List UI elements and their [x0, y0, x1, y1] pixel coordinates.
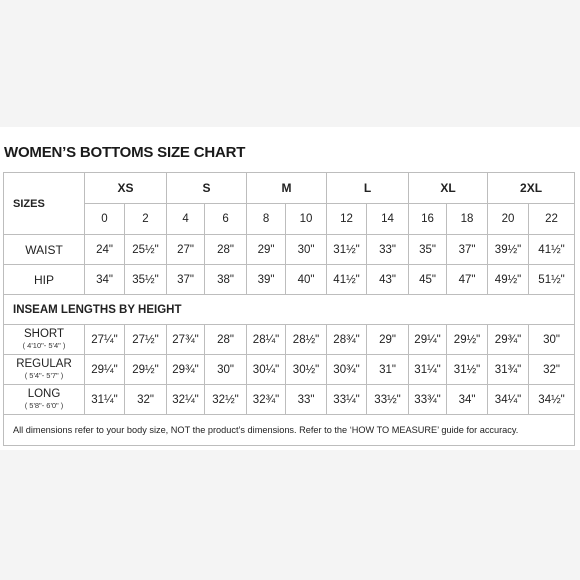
size-number: 22 — [529, 204, 575, 235]
height-name: REGULAR — [16, 357, 72, 370]
size-group-l: L — [327, 173, 409, 204]
inseam-long-row — [4, 385, 575, 415]
hip-row — [4, 265, 575, 295]
hip-value: 47" — [447, 265, 488, 295]
waist-value: 30" — [286, 235, 327, 265]
waist-value: 27" — [167, 235, 205, 265]
inseam-short-label — [4, 325, 85, 355]
inseam-value: 29¾" — [488, 325, 529, 355]
size-number: 2 — [125, 204, 167, 235]
size-number: 14 — [367, 204, 409, 235]
inseam-value: 28" — [205, 325, 247, 355]
height-range: ( 5'8"- 6'0" ) — [24, 400, 64, 410]
size-number: 18 — [447, 204, 488, 235]
hip-value: 35½" — [125, 265, 167, 295]
footnote: All dimensions refer to your body size, NOT the product’s dimensions. Refer to the ‘HOW TO MEASURE’ guide for accuracy. — [4, 415, 575, 446]
hip-value: 38" — [205, 265, 247, 295]
inseam-long-label — [4, 385, 85, 415]
size-group-2xl: 2XL — [488, 173, 575, 204]
inseam-short-row — [4, 325, 575, 355]
inseam-value: 28½" — [286, 325, 327, 355]
hip-label: HIP — [4, 265, 85, 295]
hip-value: 37" — [167, 265, 205, 295]
inseam-header-row — [4, 295, 575, 325]
waist-value: 29" — [247, 235, 286, 265]
chart-title: WOMEN’S BOTTOMS SIZE CHART — [4, 144, 246, 161]
inseam-value: 29½" — [125, 355, 167, 385]
waist-value: 25½" — [125, 235, 167, 265]
inseam-value: 34½" — [529, 385, 575, 415]
waist-value: 37" — [447, 235, 488, 265]
size-number: 12 — [327, 204, 367, 235]
waist-label: WAIST — [4, 235, 85, 265]
hip-value: 43" — [367, 265, 409, 295]
inseam-value: 30" — [529, 325, 575, 355]
size-number: 6 — [205, 204, 247, 235]
waist-value: 39½" — [488, 235, 529, 265]
height-name: LONG — [27, 387, 61, 400]
inseam-value: 29¾" — [167, 355, 205, 385]
inseam-value: 32" — [529, 355, 575, 385]
inseam-value: 31¾" — [488, 355, 529, 385]
height-range: ( 5'4"- 5'7" ) — [24, 370, 64, 380]
size-number-row — [4, 204, 575, 235]
inseam-value: 33½" — [367, 385, 409, 415]
inseam-value: 29¼" — [85, 355, 125, 385]
height-range: ( 4'10"- 5'4" ) — [22, 340, 66, 350]
hip-value: 51½" — [529, 265, 575, 295]
size-chart-table — [3, 172, 575, 446]
inseam-regular-row — [4, 355, 575, 385]
size-chart-card — [0, 127, 580, 450]
inseam-header: INSEAM LENGTHS BY HEIGHT — [4, 295, 575, 325]
hip-value: 45" — [409, 265, 447, 295]
inseam-value: 34¼" — [488, 385, 529, 415]
waist-value: 35" — [409, 235, 447, 265]
inseam-value: 32½" — [205, 385, 247, 415]
waist-value: 33" — [367, 235, 409, 265]
inseam-value: 28¼" — [247, 325, 286, 355]
size-group-s: S — [167, 173, 247, 204]
size-number: 10 — [286, 204, 327, 235]
size-group-xl: XL — [409, 173, 488, 204]
size-number: 8 — [247, 204, 286, 235]
inseam-value: 29" — [367, 325, 409, 355]
waist-value: 28" — [205, 235, 247, 265]
waist-value: 31½" — [327, 235, 367, 265]
inseam-value: 30½" — [286, 355, 327, 385]
inseam-value: 30" — [205, 355, 247, 385]
hip-value: 49½" — [488, 265, 529, 295]
size-number: 4 — [167, 204, 205, 235]
inseam-regular-label — [4, 355, 85, 385]
hip-value: 39" — [247, 265, 286, 295]
size-group-m: M — [247, 173, 327, 204]
inseam-value: 31¼" — [409, 355, 447, 385]
height-name: SHORT — [23, 327, 65, 340]
footnote-row — [4, 415, 575, 446]
inseam-value: 30¾" — [327, 355, 367, 385]
size-group-xs: XS — [85, 173, 167, 204]
inseam-value: 33¼" — [327, 385, 367, 415]
inseam-value: 27¾" — [167, 325, 205, 355]
size-number: 16 — [409, 204, 447, 235]
inseam-value: 29½" — [447, 325, 488, 355]
waist-value: 41½" — [529, 235, 575, 265]
inseam-value: 31¼" — [85, 385, 125, 415]
inseam-value: 33¾" — [409, 385, 447, 415]
inseam-value: 33" — [286, 385, 327, 415]
size-number: 20 — [488, 204, 529, 235]
inseam-value: 28¾" — [327, 325, 367, 355]
inseam-value: 32¾" — [247, 385, 286, 415]
sizes-label: SIZES — [4, 173, 85, 235]
size-letter-row — [4, 173, 575, 204]
waist-value: 24" — [85, 235, 125, 265]
size-number: 0 — [85, 204, 125, 235]
inseam-value: 29¼" — [409, 325, 447, 355]
inseam-value: 34" — [447, 385, 488, 415]
inseam-value: 31" — [367, 355, 409, 385]
inseam-value: 27¼" — [85, 325, 125, 355]
hip-value: 34" — [85, 265, 125, 295]
inseam-value: 31½" — [447, 355, 488, 385]
inseam-value: 27½" — [125, 325, 167, 355]
inseam-value: 32" — [125, 385, 167, 415]
waist-row — [4, 235, 575, 265]
inseam-value: 32¼" — [167, 385, 205, 415]
hip-value: 41½" — [327, 265, 367, 295]
hip-value: 40" — [286, 265, 327, 295]
inseam-value: 30¼" — [247, 355, 286, 385]
